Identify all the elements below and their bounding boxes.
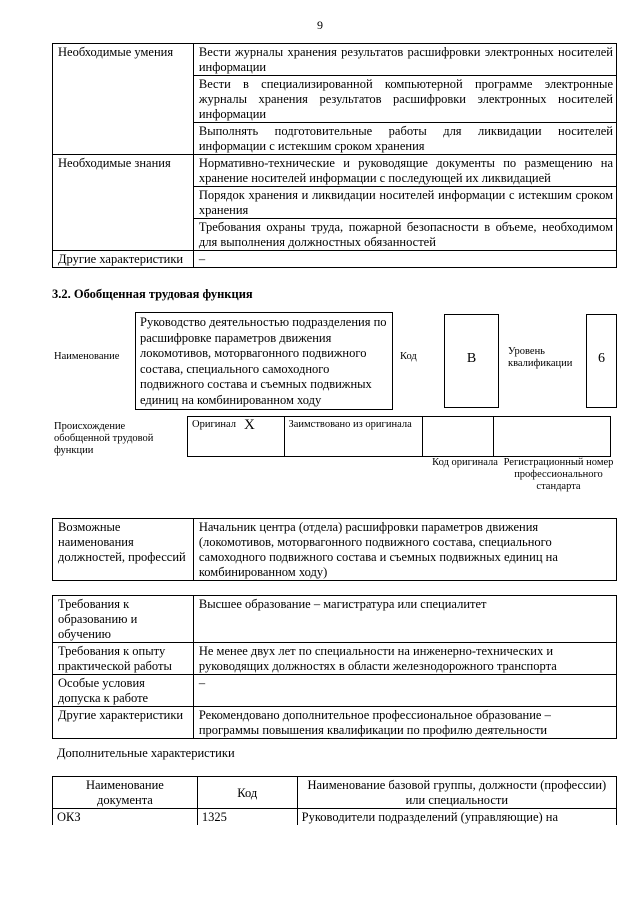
skills-knowledge-table <box>52 43 617 268</box>
function-name-box: Руководство деятельностью подразделения по расшифровке параметров движения локомотивов, моторвагонного подвижного состава, специального самоходного подвижного состава и съемных подвижных единиц на комбинированном ходу <box>135 312 393 410</box>
extra-characteristics-heading: Дополнительные характеристики <box>57 746 235 760</box>
other-characteristics-value: – <box>193 251 616 268</box>
code-label: Код <box>400 351 417 362</box>
knowledge-item: Нормативно-технические и руководящие документы по размещению на хранение носителей информации с последующей их ликвидацией <box>193 155 616 187</box>
requirement-value: Высшее образование – магистратура или специалитет <box>193 596 616 643</box>
positions-value: Начальник центра (отдела) расшифровки параметров движения (локомотивов, моторвагонного подвижного состава, специального самоходного подвижного состава и съемных подвижных единиц на комбинированном ходу) <box>193 519 616 581</box>
reg-number-cell <box>493 417 610 457</box>
other-characteristics-label: Другие характеристики <box>53 251 194 268</box>
requirements-table <box>52 595 617 739</box>
code-original-label: Код оригинала <box>432 457 498 468</box>
requirement-value: Не менее двух лет по специальности на инженерно-технических и руководящих должностях в области железнодорожного транспорта <box>193 643 616 675</box>
page-number: 9 <box>317 18 323 32</box>
code-original-cell <box>422 417 493 457</box>
name-label: Наименование <box>54 351 120 362</box>
skill-item: Вести журналы хранения результатов расшифровки электронных носителей информации <box>193 44 616 76</box>
code-value-box: B <box>444 314 499 408</box>
requirement-label: Требования к образованию и обучению <box>53 596 194 643</box>
knowledge-label: Необходимые знания <box>53 155 194 251</box>
requirement-label: Другие характеристики <box>53 707 194 739</box>
table-cell: Руководители подразделений (управляющие) на <box>297 809 616 826</box>
qualification-level-box: 6 <box>586 314 617 408</box>
skill-item: Вести в специализированной компьютерной программе электронные журналы хранения результатов расшифровки электронных носителей информации <box>193 76 616 123</box>
requirement-value: – <box>193 675 616 707</box>
extra-characteristics-table <box>52 776 617 825</box>
origin-table <box>187 416 611 457</box>
requirement-label: Требования к опыту практической работы <box>53 643 194 675</box>
table-cell: 1325 <box>197 809 297 826</box>
knowledge-item: Порядок хранения и ликвидации носителей информации с истекшим сроком хранения <box>193 187 616 219</box>
skill-item: Выполнять подготовительные работы для ликвидации носителей информации с истекшим сроком хранения <box>193 123 616 155</box>
qualification-level-label: Уровень квалификации <box>508 346 573 369</box>
positions-label: Возможные наименования должностей, профессий <box>53 519 194 581</box>
original-label: Оригинал <box>188 417 241 457</box>
column-header: Наименование базовой группы, должности (профессии) или специальности <box>297 777 616 809</box>
table-cell: ОКЗ <box>53 809 198 826</box>
column-header: Наименование документа <box>53 777 198 809</box>
column-header: Код <box>197 777 297 809</box>
requirement-label: Особые условия допуска к работе <box>53 675 194 707</box>
knowledge-item: Требования охраны труда, пожарной безопасности в объеме, необходимом для выполнения должностных обязанностей <box>193 219 616 251</box>
original-mark: X <box>240 417 284 457</box>
section-heading: 3.2. Обобщенная трудовая функция <box>52 287 253 301</box>
positions-table <box>52 518 617 581</box>
origin-label: Происхождение обобщенной трудовой функции <box>54 421 154 456</box>
reg-number-label: Регистрационный номер профессионального стандарта <box>503 457 614 492</box>
borrowed-label: Заимствовано из оригинала <box>284 417 422 457</box>
requirement-value: Рекомендовано дополнительное профессиональное образование – программы повышения квалификации по профилю деятельности <box>193 707 616 739</box>
skills-label: Необходимые умения <box>53 44 194 155</box>
